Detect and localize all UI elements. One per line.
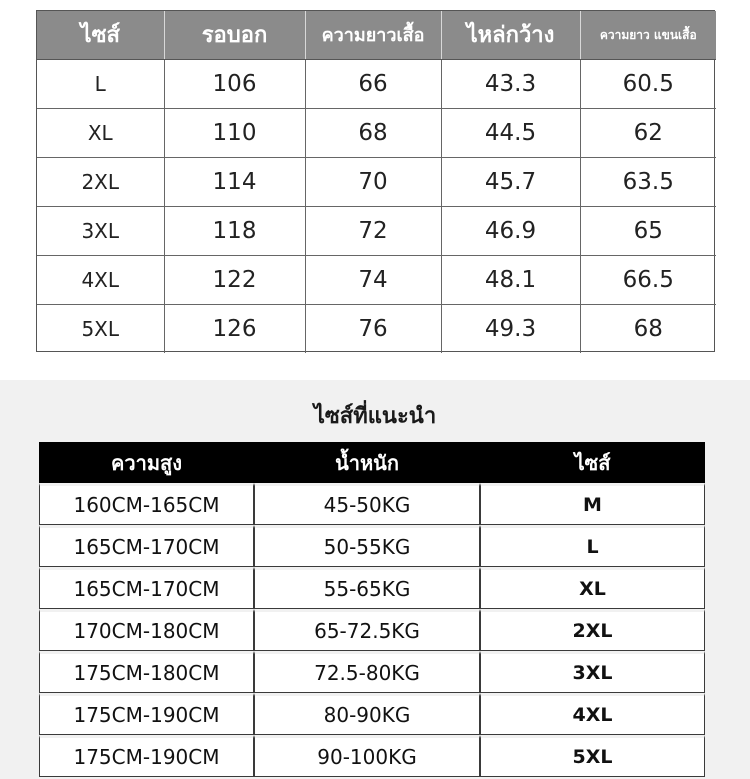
cell-size: L: [480, 525, 705, 567]
size-chart-table: [37, 11, 716, 353]
cell-sleeve: 68: [633, 315, 663, 342]
size-chart-header-row: [37, 11, 716, 59]
cell-length: 68: [305, 108, 441, 157]
table-row: [37, 255, 716, 304]
cell-weight: 90-100KG: [254, 735, 480, 777]
cell-height: 175CM-190CM: [39, 693, 254, 735]
header-height: ความสูง: [39, 442, 254, 483]
cell-length: 72: [305, 206, 441, 255]
cell-length: 70: [305, 157, 441, 206]
table-row: [39, 483, 705, 525]
cell-size: XL: [480, 567, 705, 609]
table-row: [39, 609, 705, 651]
cell-weight: 65-72.5KG: [254, 609, 480, 651]
cell-shoulder: 43.3: [441, 59, 580, 108]
header-weight: น้ำหนัก: [254, 442, 480, 483]
cell-chest: 110: [164, 108, 305, 157]
cell-chest: 106: [164, 59, 305, 108]
table-row: [39, 567, 705, 609]
cell-size: 2XL: [480, 609, 705, 651]
table-row: [37, 304, 716, 353]
cell-shoulder: 45.7: [441, 157, 580, 206]
cell-height: 175CM-180CM: [39, 651, 254, 693]
recommended-table: [39, 442, 705, 777]
cell-sleeve: 63.5: [580, 157, 716, 206]
size-chart: [36, 10, 715, 352]
header-size: ไซส์: [480, 442, 705, 483]
table-row: [39, 651, 705, 693]
cell-length: 66: [305, 59, 441, 108]
cell-weight: 72.5-80KG: [254, 651, 480, 693]
recommended-title: ไซส์ที่แนะนำ: [313, 404, 437, 429]
cell-sleeve: 62: [580, 108, 716, 157]
table-row: [37, 59, 716, 108]
cell-size: L: [37, 59, 164, 108]
cell-chest: 122: [164, 255, 305, 304]
cell-length: 74: [305, 255, 441, 304]
cell-weight: 55-65KG: [254, 567, 480, 609]
cell-size: XL: [37, 108, 164, 157]
cell-size: 3XL: [37, 206, 164, 255]
cell-sleeve: 65: [580, 206, 716, 255]
cell-weight: 50-55KG: [254, 525, 480, 567]
cell-height: 160CM-165CM: [39, 483, 254, 525]
cell-height: 165CM-170CM: [39, 525, 254, 567]
recommended-table-wrap: [39, 442, 705, 776]
cell-size: M: [480, 483, 705, 525]
cell-length: 76: [305, 304, 441, 353]
cell-size: 2XL: [37, 157, 164, 206]
cell-chest: 118: [164, 206, 305, 255]
cell-size: 4XL: [480, 693, 705, 735]
cell-height: 175CM-190CM: [39, 735, 254, 777]
cell-chest: 114: [164, 157, 305, 206]
recommended-header-row: [39, 442, 705, 483]
header-length: ความยาวเสื้อ: [305, 11, 441, 59]
cell-shoulder: 46.9: [441, 206, 580, 255]
cell-size: 3XL: [480, 651, 705, 693]
cell-chest: 126: [164, 304, 305, 353]
table-row: [39, 525, 705, 567]
cell-height: 165CM-170CM: [39, 567, 254, 609]
table-row: [39, 735, 705, 777]
cell-shoulder: 49.3: [441, 304, 580, 353]
cell-shoulder: 44.5: [441, 108, 580, 157]
header-size: ไซส์: [37, 11, 164, 59]
cell-size: 5XL: [480, 735, 705, 777]
header-sleeve: ความยาว แขนเสื้อ: [580, 11, 716, 59]
cell-weight: 45-50KG: [254, 483, 480, 525]
cell-size: 5XL: [37, 304, 164, 353]
recommended-panel: [0, 380, 750, 779]
header-shoulder: ไหล่กว้าง: [441, 11, 580, 59]
cell-size: 4XL: [37, 255, 164, 304]
table-row: [37, 108, 716, 157]
cell-sleeve: 60.5: [580, 59, 716, 108]
cell-shoulder: 48.1: [441, 255, 580, 304]
table-row: [39, 693, 705, 735]
header-chest: รอบอก: [164, 11, 305, 59]
table-row: [37, 157, 716, 206]
table-row: [37, 206, 716, 255]
cell-sleeve: 66.5: [580, 255, 716, 304]
cell-weight: 80-90KG: [254, 693, 480, 735]
cell-height: 170CM-180CM: [39, 609, 254, 651]
